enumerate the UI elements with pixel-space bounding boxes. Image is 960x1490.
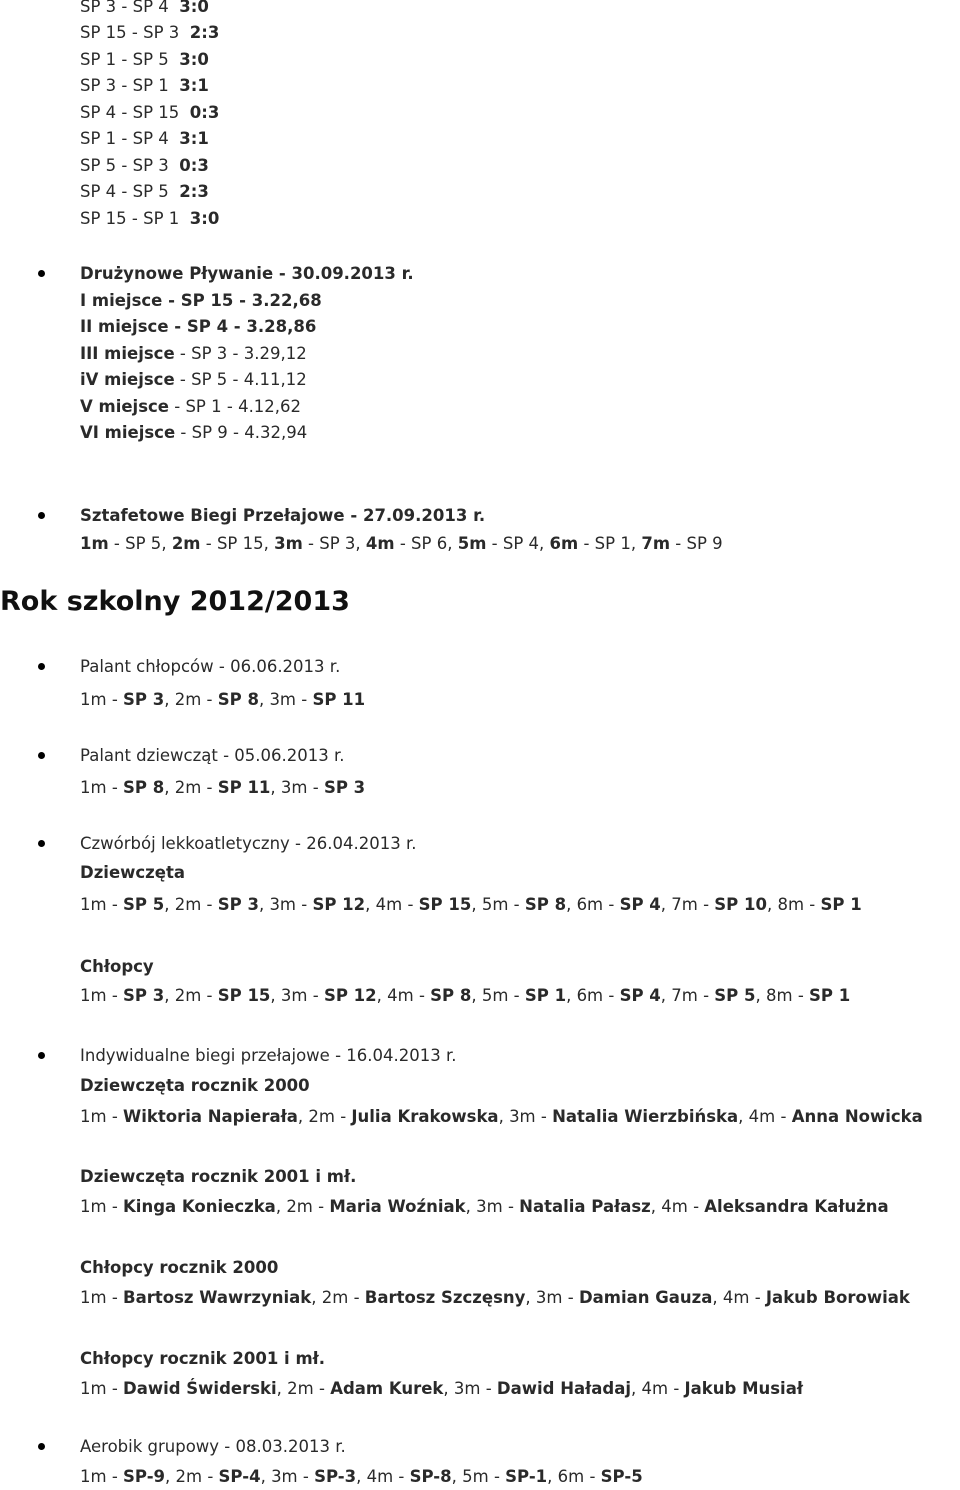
match-line: SP 3 - SP 1 3:1 <box>80 76 209 95</box>
cross-group-results: 1m - Kinga Konieczka, 2m - Maria Woźniak, 3m - Natalia Pałasz, 4m - Aleksandra Kałużna <box>80 1197 889 1216</box>
bullet-icon <box>38 270 45 277</box>
swim-title: Drużynowe Pływanie - 30.09.2013 r. <box>80 264 414 283</box>
quad-girls-results: 1m - SP 5, 2m - SP 3, 3m - SP 12, 4m - SP 15, 5m - SP 8, 6m - SP 4, 7m - SP 10, 8m - SP 1 <box>80 895 862 914</box>
quad-title: Czwórbój lekkoatletyczny - 26.04.2013 r. <box>80 834 417 853</box>
match-line: SP 4 - SP 15 0:3 <box>80 103 220 122</box>
palant-girls-results: 1m - SP 8, 2m - SP 11, 3m - SP 3 <box>80 778 366 797</box>
palant-boys-title: Palant chłopców - 06.06.2013 r. <box>80 657 341 676</box>
cross-group-label: Dziewczęta rocznik 2000 <box>80 1076 310 1095</box>
match-line: SP 5 - SP 3 0:3 <box>80 156 209 175</box>
bullet-icon <box>38 663 45 670</box>
cross-group-results: 1m - Bartosz Wawrzyniak, 2m - Bartosz Szczęsny, 3m - Damian Gauza, 4m - Jakub Borowiak <box>80 1288 910 1307</box>
match-line: SP 1 - SP 5 3:0 <box>80 50 209 69</box>
cross-group-label: Dziewczęta rocznik 2001 i mł. <box>80 1167 357 1186</box>
palant-girls-title: Palant dziewcząt - 05.06.2013 r. <box>80 746 345 765</box>
cross-group-results: 1m - Dawid Świderski, 2m - Adam Kurek, 3m - Dawid Haładaj, 4m - Jakub Musiał <box>80 1379 803 1398</box>
cross-group-label: Chłopcy rocznik 2000 <box>80 1258 279 1277</box>
bullet-icon <box>38 840 45 847</box>
relay-title: Sztafetowe Biegi Przełajowe - 27.09.2013 r. <box>80 506 486 525</box>
bullet-icon <box>38 512 45 519</box>
cross-group-results: 1m - Wiktoria Napierała, 2m - Julia Krakowska, 3m - Natalia Wierzbińska, 4m - Anna Nowicka <box>80 1107 923 1126</box>
year-heading: Rok szkolny 2012/2013 <box>0 586 350 617</box>
swim-place: III miejsce - SP 3 - 3.29,12 <box>80 344 307 363</box>
relay-results: 1m - SP 5, 2m - SP 15, 3m - SP 3, 4m - SP 6, 5m - SP 4, 6m - SP 1, 7m - SP 9 <box>80 534 723 553</box>
swim-place: I miejsce - SP 15 - 3.22,68 <box>80 291 322 310</box>
swim-place: VI miejsce - SP 9 - 4.32,94 <box>80 423 308 442</box>
swim-place: V miejsce - SP 1 - 4.12,62 <box>80 397 302 416</box>
cross-group-label: Chłopcy rocznik 2001 i mł. <box>80 1349 326 1368</box>
match-line: SP 4 - SP 5 2:3 <box>80 182 209 201</box>
bullet-icon <box>38 752 45 759</box>
quad-boys-results: 1m - SP 3, 2m - SP 15, 3m - SP 12, 4m - SP 8, 5m - SP 1, 6m - SP 4, 7m - SP 5, 8m - SP 1 <box>80 986 851 1005</box>
quad-boys-label: Chłopcy <box>80 957 154 976</box>
match-line: SP 1 - SP 4 3:1 <box>80 129 209 148</box>
palant-boys-results: 1m - SP 3, 2m - SP 8, 3m - SP 11 <box>80 690 366 709</box>
match-line: SP 3 - SP 4 3:0 <box>80 0 209 16</box>
swim-place: iV miejsce - SP 5 - 4.11,12 <box>80 370 307 389</box>
bullet-icon <box>38 1443 45 1450</box>
match-line: SP 15 - SP 1 3:0 <box>80 209 220 228</box>
aerobic-results: 1m - SP-9, 2m - SP-4, 3m - SP-3, 4m - SP-8, 5m - SP-1, 6m - SP-5 <box>80 1467 643 1486</box>
aerobic-title: Aerobik grupowy - 08.03.2013 r. <box>80 1437 346 1456</box>
bullet-icon <box>38 1052 45 1059</box>
match-line: SP 15 - SP 3 2:3 <box>80 23 220 42</box>
quad-girls-label: Dziewczęta <box>80 863 185 882</box>
swim-place: II miejsce - SP 4 - 3.28,86 <box>80 317 317 336</box>
cross-title: Indywidualne biegi przełajowe - 16.04.2013 r. <box>80 1046 457 1065</box>
